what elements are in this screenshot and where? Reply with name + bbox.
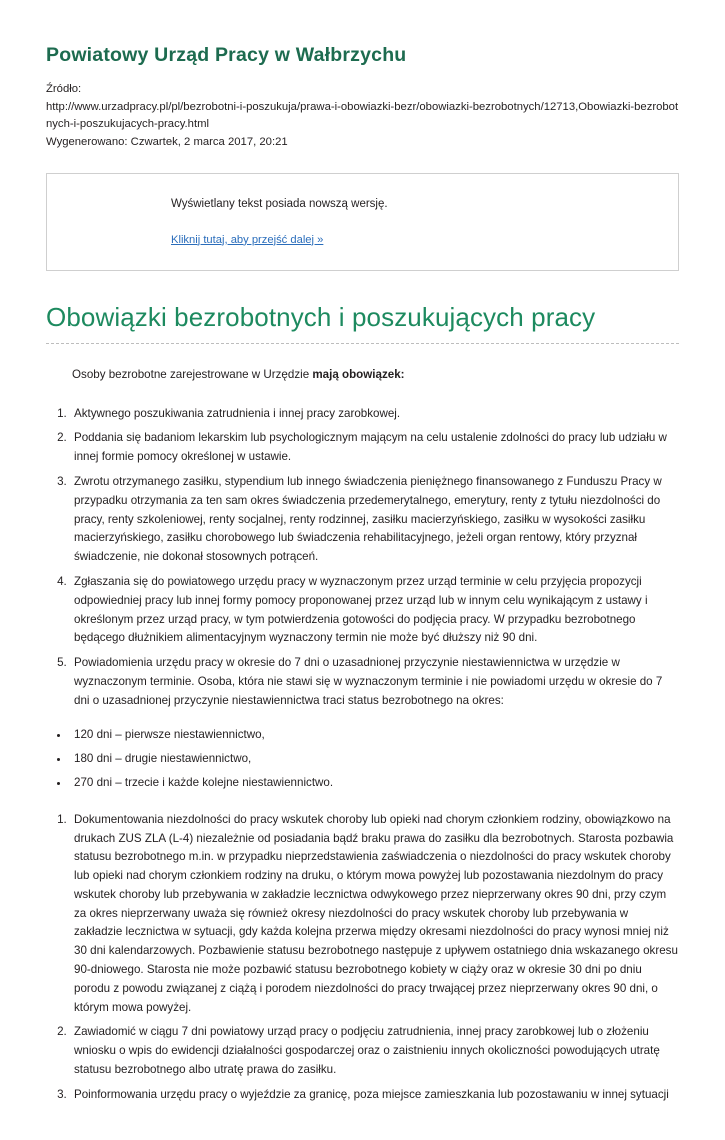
title-divider	[46, 343, 679, 344]
page-title: Obowiązki bezrobotnych i poszukujących pracy	[46, 301, 596, 332]
list-item: 2. Zawiadomić w ciągu 7 dni powiatowy urząd pracy o podjęciu zatrudnienia, innej pracy zarobkowej lub o złożeniu wniosku o wpis do ewidencji działalności gospodarczej oraz o zaistnieniu innych okoliczności powodujących utratę statusu bezrobotnego albo utratę prawa do zasiłku.	[70, 1023, 679, 1079]
obligations-list-primary	[46, 405, 679, 711]
list-item: • 270 dni – trzecie i każde kolejne niestawiennictwo.	[70, 774, 679, 793]
generated-timestamp: Wygenerowano: Czwartek, 2 marca 2017, 20:21	[46, 135, 288, 148]
list-item: 5. Powiadomienia urzędu pracy w okresie do 7 dni o uzasadnionej przyczynie niestawiennictwa w urzędzie w wyznaczonym terminie. Osoba, która nie stawi się w wyznaczonym terminie i nie powiadomi urzędu w okresie do 7 dni o uzasadnionej przyczynie niestawiennictwa traci status bezrobotnego na okres:	[70, 654, 679, 710]
list-item: 3. Poinformowania urzędu pracy o wyjeździe za granicę, poza miejsce zamieszkania lub pozostawaniu w innej sytuacji	[70, 1086, 679, 1105]
penalty-periods-list	[46, 726, 679, 792]
list-item: 2. Poddania się badaniom lekarskim lub psychologicznym mającym na celu ustalenie zdolności do pracy lub udziału w innej formie pomocy określonej w ustawie.	[70, 429, 679, 467]
intro-text: Osoby bezrobotne zarejestrowane w Urzędzie	[72, 368, 313, 382]
list-item: 1. Dokumentowania niezdolności do pracy wskutek choroby lub opieki nad chorym członkiem rodziny, obowiązkowo na drukach ZUS ZLA (L-4) niezależnie od posiadania bądź braku prawa do zasiłku dla bezrobotnych. Starosta pozbawia statusu bezrobotnego m.in. w przypadku nieprzedstawienia zaświadczenia o niezdolności do pracy wskutek choroby lub opieki nad chorym członkiem rodziny na druku, o którym mowa powyżej lub pozostawania niezdolnym do pracy wskutek choroby lub przebywania w zakładzie lecznictwa odwykowego przez nieprzerwany okres 90 dni, przy czym za okres nieprzerwany uważa się również okresy niezdolności do pracy wskutek choroby lub przebywania w zakładzie lecznictwa w sytuacji, gdy każda kolejna przerwa między okresami niezdolności do pracy wynosi mniej niż 30 dni kalendarzowych. Pozbawienie statusu bezrobotnego następuje z upływem ostatniego dnia wskazanego okresu 90-dniowego. Starosta nie może pozbawić statusu bezrobotnego kobiety w ciąży oraz w okresie 30 dni po dniu porodu z powodu związanej z ciążą i porodem niezdolności do pracy trwającej przez nieprzerwany okres 90 dni, o którym mowa powyżej.	[70, 811, 679, 1018]
source-info	[46, 81, 679, 151]
notice-link[interactable]: Kliknij tutaj, aby przejść dalej »	[171, 233, 324, 246]
source-label: Źródło:	[46, 83, 82, 96]
intro-paragraph	[46, 366, 679, 385]
list-item: 3. Zwrotu otrzymanego zasiłku, stypendium lub innego świadczenia pieniężnego finansowanego z Funduszu Pracy w przypadku otrzymania za ten sam okres świadczenia przedemerytalnego, emerytury, renty z tytułu niezdolności do pracy, renty szkoleniowej, renty socjalnej, renty rodzinnej, zasiłku macierzyńskiego, zasiłku w wysokości zasiłku macierzyńskiego, zasiłku chorobowego lub świadczenia rehabilitacyjnego, jeżeli organ rentowy, który przyznał świadczenie, nie dokonał stosownych potrąceń.	[70, 473, 679, 567]
notice-text: Wyświetlany tekst posiada nowszą wersję.	[171, 198, 388, 211]
list-item: • 120 dni – pierwsze niestawiennictwo,	[70, 726, 679, 745]
list-item: • 180 dni – drugie niestawiennictwo,	[70, 750, 679, 769]
list-item: 4. Zgłaszania się do powiatowego urzędu pracy w wyznaczonym przez urząd terminie w celu przyjęcia propozycji odpowiedniej pracy lub innej formy pomocy proponowanej przez urząd lub w innym celu wynikającym z ustawy i określonym przez urząd pracy, w tym potwierdzenia gotowości do podjęcia pracy. W przypadku bezrobotnego będącego dłużnikiem alimentacyjnym wyznaczony termin nie może być dłuższy niż 90 dni.	[70, 573, 679, 648]
source-url: http://www.urzadpracy.pl/pl/bezrobotni-i-poszukuja/prawa-i-obowiazki-bezr/obowiazki-bezrobotnych/12713,Obowiazki-bezrobotnych-i-poszukujacych-pracy.html	[46, 100, 679, 131]
obligations-list-secondary	[46, 811, 679, 1105]
intro-emphasis: mają obowiązek:	[312, 368, 405, 382]
list-item: 1. Aktywnego poszukiwania zatrudnienia i innej pracy zarobkowej.	[70, 405, 679, 424]
newer-version-notice	[46, 173, 679, 270]
site-title: Powiatowy Urząd Pracy w Wałbrzychu	[46, 44, 407, 66]
